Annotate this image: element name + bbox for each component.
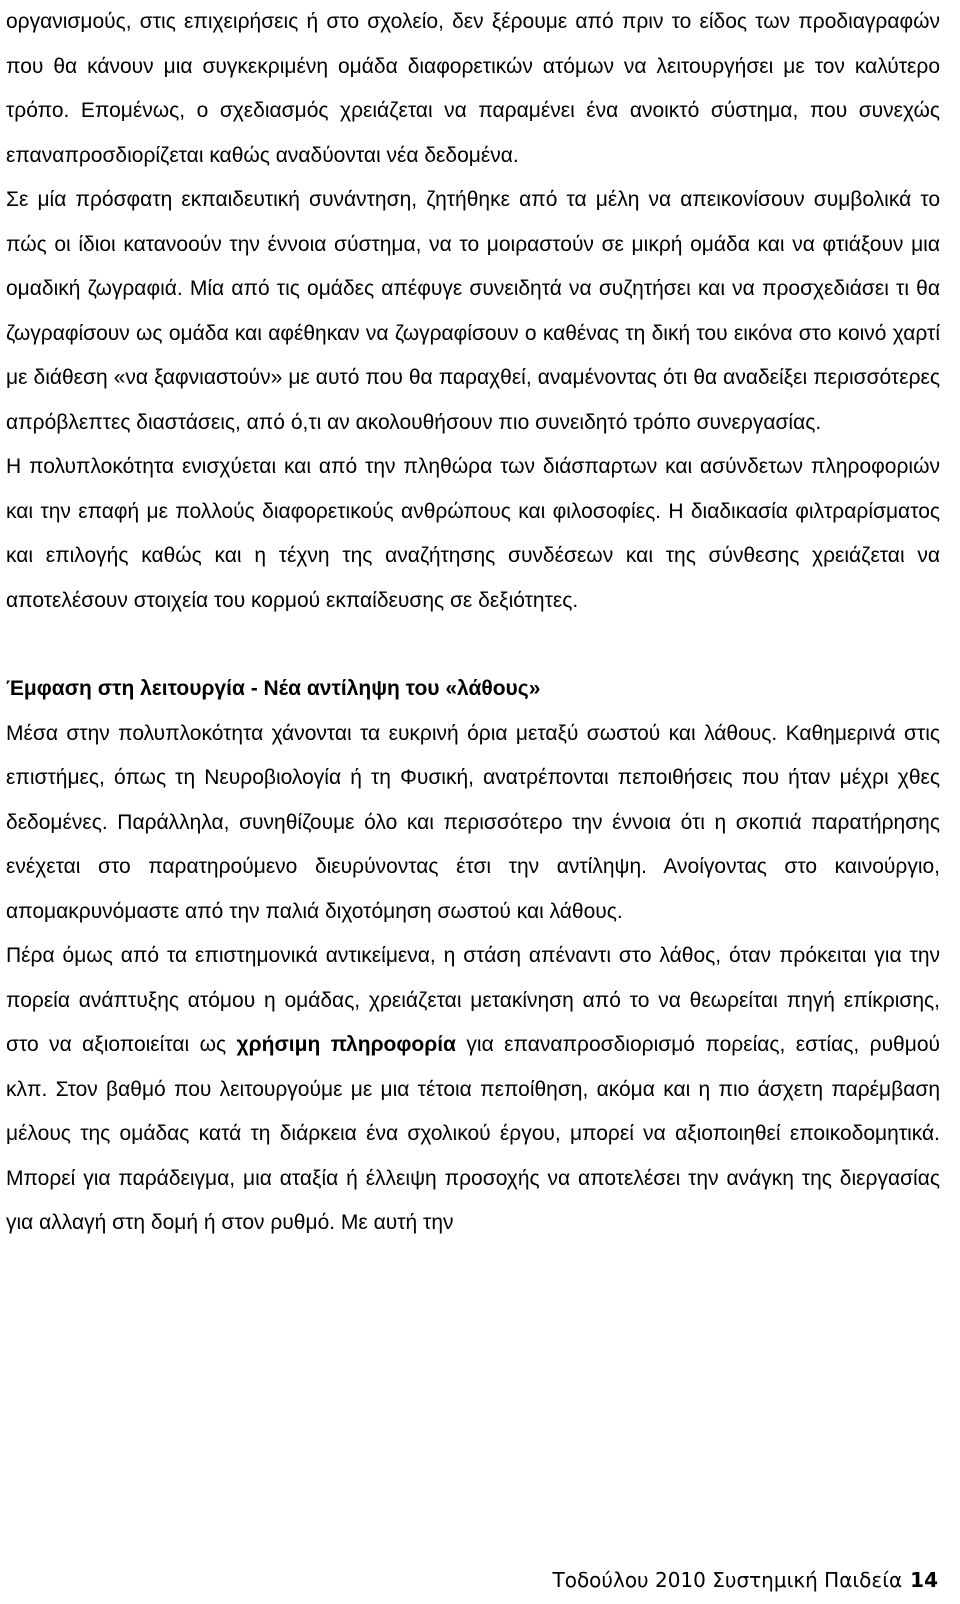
section-heading: Έμφαση στη λειτουργία - Νέα αντίληψη του «λάθους» xyxy=(6,677,541,700)
paragraph-3: Η πολυπλοκότητα ενισχύεται και από την πληθώρα των διάσπαρτων και ασύνδετων πληροφοριών και την επαφή με πολλούς διαφορετικούς ανθρώπους και φιλοσοφίες. Η διαδικασία φιλτραρίσματος και επιλογής καθώς και η τέχνη της αναζήτησης συνδέσεων και της σύνθεσης χρειάζεται να αποτελέσουν στοιχεία του κορμού εκπαίδευσης σε δεξιότητες. xyxy=(6,455,940,612)
emphasized-term: χρήσιμη πληροφορία xyxy=(236,1033,456,1056)
paragraph-2: Σε μία πρόσφατη εκπαιδευτική συνάντηση, ζητήθηκε από τα μέλη να απεικονίσουν συμβολικά το πώς οι ίδιοι κατανοούν την έννοια σύστημα, να το μοιραστούν σε μικρή ομάδα και να φτιάξουν μια ομαδική ζωγραφιά. Μία από τις ομάδες απέφυγε συνειδητά να συζητήσει και να προσχεδιάσει τι θα ζωγραφίσουν ως ομάδα και αφέθηκαν να ζωγραφίσουν ο καθένας τη δική του εικόνα στο κοινό χαρτί με διάθεση «να ξαφνιαστούν» με αυτό που θα παραχθεί, αναμένοντας ότι θα αναδείξει περισσότερες απρόβλεπτες διαστάσεις, από ό,τι αν ακολουθήσουν πιο συνειδητό τρόπο συνεργασίας. xyxy=(6,188,940,434)
paragraph-5 xyxy=(6,934,940,1246)
paragraph-5-text-after: για επαναπροσδιορισμό πορείας, εστίας, ρυθμού κλπ. Στον βαθμό που λειτουργούμε με μια τέτοια πεποίθηση, ακόμα και η πιο άσχετη παρέμβαση μέλους της ομάδας κατά τη διάρκεια ένα σχολικού έργου, μπορεί να αξιοποιηθεί εποικοδομητικά. Μπορεί για παράδειγμα, μια αταξία ή έλλειψη προσοχής να αποτελέσει την ανάγκη της διεργασίας για αλλαγή στη δομή ή στον ρυθμό. Με αυτή την xyxy=(6,1033,940,1234)
paragraph-5-text-before: Πέρα όμως από τα επιστημονικά αντικείμενα, η στάση απέναντι στο λάθος, όταν πρόκειται για την πορεία ανάπτυξης ατόμου η ομάδας, χρειάζεται μετακίνηση από το να θεωρείται πηγή επίκρισης, στο να αξιοποιείται ως xyxy=(6,944,940,1056)
page-footer xyxy=(552,1567,938,1593)
document-body xyxy=(6,0,940,1246)
page-number: 14 xyxy=(910,1568,938,1592)
paragraph-1: οργανισμούς, στις επιχειρήσεις ή στο σχολείο, δεν ξέρουμε από πριν το είδος των προδιαγραφών που θα κάνουν μια συγκεκριμένη ομάδα διαφορετικών ατόμων να λειτουργήσει με τον καλύτερο τρόπο. Επομένως, ο σχεδιασμός χρειάζεται να παραμένει ένα ανοικτό σύστημα, που συνεχώς επαναπροσδιορίζεται καθώς αναδύονται νέα δεδομένα. xyxy=(6,10,940,167)
running-title: Τοδούλου 2010 Συστημική Παιδεία xyxy=(552,1568,903,1592)
paragraph-4: Μέσα στην πολυπλοκότητα χάνονται τα ευκρινή όρια μεταξύ σωστού και λάθους. Καθημερινά στις επιστήμες, όπως τη Νευροβιολογία ή τη Φυσική, ανατρέπονται πεποιθήσεις που ήταν μέχρι χθες δεδομένες. Παράλληλα, συνηθίζουμε όλο και περισσότερο την έννοια ότι η σκοπιά παρατήρησης ενέχεται στο παρατηρούμενο διευρύνοντας έτσι την αντίληψη. Ανοίγοντας στο καινούργιο, απομακρυνόμαστε από την παλιά διχοτόμηση σωστού και λάθους. xyxy=(6,721,940,923)
section-spacer xyxy=(6,623,940,667)
